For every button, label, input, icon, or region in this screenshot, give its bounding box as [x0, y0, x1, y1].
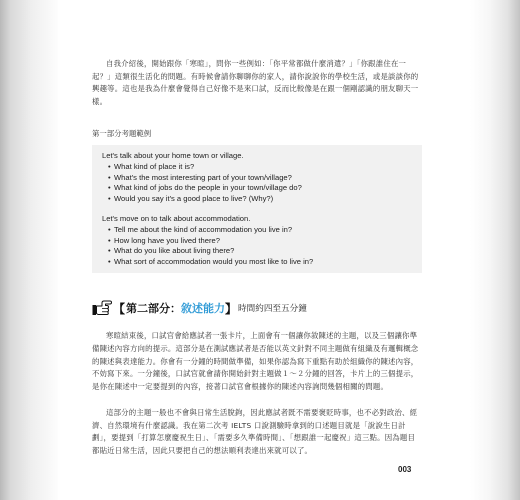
bullet-icon: •: [108, 235, 111, 245]
list-item: [108, 257, 414, 268]
question-text: What do you like about living there?: [114, 246, 235, 256]
bullet-icon: •: [108, 161, 111, 171]
question-text: What's the most interesting part of your town/village?: [114, 172, 292, 182]
section-2-heading: [92, 299, 422, 317]
example-group-1-list: [102, 162, 414, 204]
section-2-title-accent: 敘述能力: [181, 302, 226, 316]
section-2-subtitle: 時間約四至五分鐘: [238, 304, 307, 315]
page-number: 003: [398, 465, 412, 474]
question-text: What kind of place it is?: [114, 161, 195, 171]
list-item: [108, 236, 414, 247]
list-item: [108, 246, 414, 257]
question-text: What sort of accommodation would you most like to live in?: [114, 256, 314, 266]
bullet-icon: •: [108, 246, 111, 256]
list-item: [108, 194, 414, 205]
example-group-1-intro: Let's talk about your home town or village.: [102, 151, 244, 161]
section-2-paragraph-2: 這部分的主題一般也不會與日常生活脫鉤，因此應試者既不需要褒貶時事，也不必對政治、經濟、自然環境有什麼認識。我在第二次考 IELTS 口說測驗時拿到的口述題目就是「說說生日計劃」，要提到「打算怎麼慶祝生日」、「需要多久準備時間」、「想跟誰一起慶祝」這三點。因為題目都貼近日常生活，因此只要把自己的想法順利表達出來就可以了。: [92, 408, 418, 456]
section-2-paragraph-1: 寒暄結束後，口試官會給應試者一張卡片，上面會有一個讓你敘陳述的主題，以及三個讓你準備陳述內容方向的提示。這部分是在測試應試者是否能以英文針對不同主題做有組織及有邏輯概念的陳述與表達能力。你會有一分鐘的時間做準備，如果你認為寫下重點有助於組織你的陳述內容，不妨寫下來。一分鐘後，口試官就會請你開始針對主題做１～２分鐘的回答，卡片上的三個提示，是你在陳述中一定要提到的內容，接著口試官會根據你的陳述內容詢問幾個相關的問題。: [92, 331, 419, 391]
example-group-2-list: [102, 225, 414, 267]
question-text: Tell me about the kind of accommodation you live in?: [114, 224, 293, 234]
bullet-icon: •: [108, 193, 111, 203]
bracket-open: 【: [113, 301, 126, 316]
example-questions-box: [92, 145, 422, 273]
page-content: [92, 58, 422, 458]
list-item: [108, 162, 414, 173]
examples-label: 第一部分考題範例: [92, 129, 152, 139]
bullet-icon: •: [108, 172, 111, 182]
list-item: [108, 173, 414, 184]
pointing-hand-icon: [92, 299, 112, 317]
question-text: How long have you lived there?: [114, 235, 220, 245]
example-group-2-intro: Let's move on to talk about accommodation.: [102, 214, 251, 224]
question-text: What kind of jobs do the people in your town/village do?: [114, 183, 302, 193]
section-2-title: 第二部分：: [126, 302, 182, 316]
bracket-close: 】: [225, 301, 238, 316]
list-item: [108, 183, 414, 194]
page-shadow-right: [470, 0, 520, 500]
page-shadow-left: [0, 0, 58, 500]
list-item: [108, 225, 414, 236]
bullet-icon: •: [108, 183, 111, 193]
bullet-icon: •: [108, 224, 111, 234]
bullet-icon: •: [108, 256, 111, 266]
intro-paragraph: 自我介紹後，開始跟你「寒暄」，問你一些例如：「你平常都做什麼消遣？」「你跟誰住在一起？」這類很生活化的問題。有時候會請你聊聊你的家人，請你說說你的學校生活，或是談談你的興趣等。這也是我為什麼會覺得自己好像不是來口試，反而比較像是在跟一個剛認識的朋友聊天一樣。: [92, 59, 419, 106]
question-text: Would you say it's a good place to live? (Why?): [114, 193, 274, 203]
